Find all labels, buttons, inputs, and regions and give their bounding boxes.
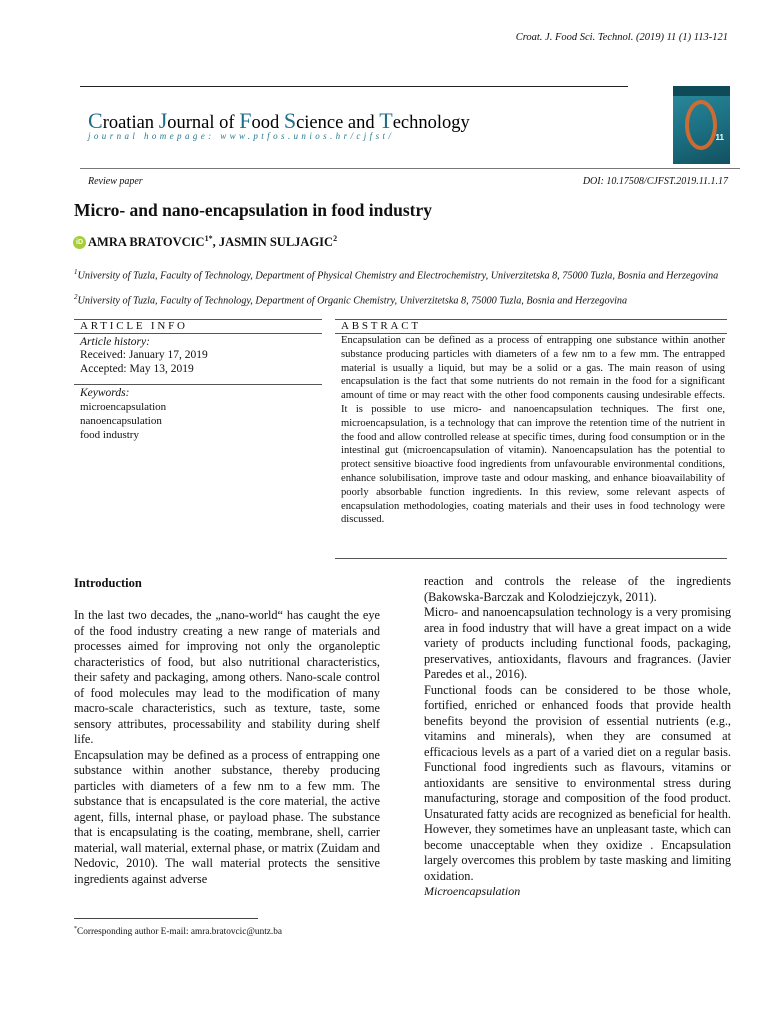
footnote-marker: * bbox=[74, 926, 77, 932]
journal-title-word: ood bbox=[251, 113, 284, 133]
author-list bbox=[88, 234, 337, 250]
journal-citation: Croat. J. Food Sci. Technol. (2019) 11 (1) 113-121 bbox=[515, 32, 728, 43]
cover-logo-ring bbox=[685, 100, 717, 150]
journal-title-initial: J bbox=[158, 108, 168, 133]
body-paragraph: reaction and controls the release of the ingredients (Bakowska-Barczak and Kolodziejczyk, 2011). bbox=[424, 574, 731, 604]
right-column-text bbox=[424, 574, 731, 900]
article-history-label: Article history: bbox=[80, 336, 150, 348]
author-separator: , bbox=[212, 235, 219, 250]
article-info-mid-rule bbox=[74, 384, 322, 385]
journal-cover-image bbox=[673, 86, 730, 164]
journal-title-initial: T bbox=[379, 108, 393, 133]
left-column-text bbox=[74, 608, 380, 887]
cover-volume-number: 11 bbox=[715, 133, 724, 142]
footnote-divider bbox=[74, 918, 258, 919]
author-name: JASMIN SULJAGIC bbox=[218, 235, 334, 250]
corresponding-author-footnote bbox=[74, 926, 282, 937]
accepted-date: Accepted: May 13, 2019 bbox=[80, 363, 194, 375]
keyword-item: microencapsulation bbox=[80, 401, 167, 413]
orcid-icon[interactable]: iD bbox=[73, 236, 86, 249]
microencapsulation-subheading: Microencapsulation bbox=[424, 884, 521, 898]
header-bottom-divider bbox=[80, 168, 740, 169]
keyword-item: food industry bbox=[80, 429, 139, 441]
abstract-bottom-rule bbox=[335, 558, 727, 559]
keywords-label: Keywords: bbox=[80, 387, 130, 399]
journal-title-initial: C bbox=[88, 108, 103, 133]
author-name: AMRA BRATOVCIC bbox=[88, 235, 205, 250]
article-info-label: ARTICLE INFO bbox=[80, 320, 188, 332]
doi-link[interactable]: DOI: 10.17508/CJFST.2019.11.1.17 bbox=[582, 176, 728, 187]
body-paragraph: In the last two decades, the „nano-world“ has caught the eye of the food industry creating a new range of materials and processes aimed for improving not only the organoleptic characteristics of food, but also nutritional characteristics, their safety and packaging, among others. Nano-scale control of food molecules may lead to the modification of many macro-scale characteristics, such as texture, taste, some sensory attributes, processability and stability during shelf life. bbox=[74, 608, 380, 746]
body-paragraph: Micro- and nanoencapsulation technology is a very promising area in food industry that will have a great impact on a wide variety of products including functional foods, packaging, preservatives, antioxidants, flavours and fragrances. (Javier Paredes et al., 2016). bbox=[424, 605, 731, 681]
keyword-item: nanoencapsulation bbox=[80, 415, 162, 427]
header-divider bbox=[80, 86, 628, 87]
author-affiliation-marker: 1* bbox=[204, 234, 213, 243]
abstract-text: Encapsulation can be defined as a process of entrapping one substance within another substance producing particles with diameters of a few nm to a few mm. The entrapped material is usually a liquid, but may be a solid or a gas. The main reason of using encapsulation is the fact that some nutrients do not remain in the food for a significant amount of time or may react with the other food components causing undesirable effects. It is possible to use micro- and nanoencapsulation techniques. The first one, microencapsulation, is a technology that can improve the retention time of the nutrient in the food and allow controlled release at specific times, during food consumption or in the intestinal gut (microencapsulation of vitamin). Nanoencapsulation has the potential to protect sensitive bioactive food ingredients from unfavourable environmental conditions, enhance solubilisation, improve taste and odour masking, and enhance bioavailability of poorly absorbable function ingredients. In this review, some relevant aspects of encapsulation methodologies, coating materials and their uses in food technology were discussed. bbox=[341, 335, 725, 526]
body-paragraph: Encapsulation may be defined as a process of entrapping one substance within another substance, thereby producing particles with diameters of a few nm to a few mm. The substance that is encapsulated is the core material, the active agent, fills, internal phase, or payload phase. The substance that is encapsulating is the coating, membrane, shell, carrier material, wall material, external phase, or matrix (Zuidam and Nedovic, 2010). The wall material protects the sensitive ingredients against adverse bbox=[74, 747, 380, 886]
affiliation-marker: 2 bbox=[74, 293, 78, 301]
journal-title-word: roatian bbox=[102, 113, 159, 133]
body-paragraph: Functional foods can be considered to be those whole, fortified, enriched or enhanced foods that provide health benefits beyond the provision of essential nutrients (e.g., vitamins and minerals), when they are consumed at efficacious levels as a part of a varied diet on a regular basis. Functional food ingredients such as flavours, vitamins or antioxidants are sensitive to environmental stress during manufacturing, storage and composition of the food product. Unsaturated fatty acids are recognized as beneficial for health. However, they sometimes have an unpleasant taste, which can become unacceptable when they oxidize . Encapsulation largely overcomes this problem by taste masking and limiting oxidation. bbox=[424, 682, 731, 883]
journal-title-initial: S bbox=[283, 108, 297, 133]
journal-title-word: ournal of bbox=[167, 113, 240, 133]
journal-title-initial: F bbox=[239, 108, 252, 133]
introduction-heading: Introduction bbox=[74, 576, 142, 590]
affiliation-marker: 1 bbox=[74, 268, 78, 276]
cover-stripe bbox=[673, 86, 730, 96]
abstract-label: ABSTRACT bbox=[341, 320, 421, 332]
article-info-header-rule bbox=[74, 333, 322, 334]
affiliation-text: University of Tuzla, Faculty of Technology, Department of Organic Chemistry, Univerzitetska 8, 75000 Tuzla, Bosnia and Herzegovina bbox=[77, 295, 628, 307]
author-affiliation-marker: 2 bbox=[333, 234, 338, 243]
received-date: Received: January 17, 2019 bbox=[80, 349, 208, 361]
journal-title-word: echnology bbox=[392, 113, 470, 133]
affiliation-1 bbox=[74, 266, 738, 283]
affiliation-2 bbox=[74, 291, 738, 308]
paper-type: Review paper bbox=[88, 176, 143, 187]
journal-title-word: cience and bbox=[296, 113, 380, 133]
journal-homepage-link[interactable]: journal homepage: www.ptfos.unios.hr/cjfst/ bbox=[88, 131, 395, 141]
affiliation-text: University of Tuzla, Faculty of Technology, Department of Physical Chemistry and Electrochemistry, Univerzitetska 8, 75000 Tuzla, Bosnia and Herzegovina bbox=[77, 270, 719, 282]
footnote-text: Corresponding author E-mail: amra.bratovcic@untz.ba bbox=[77, 927, 283, 938]
paper-title: Micro- and nano-encapsulation in food industry bbox=[74, 200, 433, 220]
